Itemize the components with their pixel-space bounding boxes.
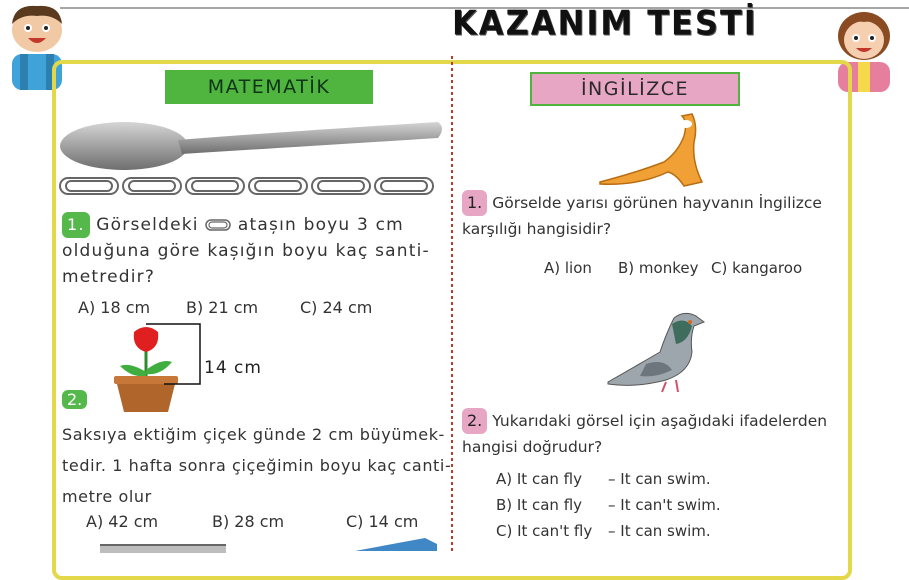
- pigeon-icon: [606, 308, 706, 394]
- english-q2-text: Yukarıdaki görsel için aşağıdaki ifadelerden: [492, 412, 828, 430]
- math-q2-option-b[interactable]: B) 28 cm: [212, 512, 285, 531]
- math-q1-text: olduğuna göre kașığın boyu kaç santi-: [62, 241, 430, 261]
- english-q1-option-c[interactable]: C) kangaroo: [711, 259, 803, 277]
- english-q2-option-b-rest: – It can't swim.: [608, 496, 721, 514]
- math-q1: [62, 212, 430, 290]
- english-q2-option-c[interactable]: C) It can't fly: [496, 522, 593, 540]
- math-q1-option-a[interactable]: A) 18 cm: [78, 298, 151, 317]
- english-q1: [462, 190, 822, 242]
- english-q1-option-a[interactable]: A) lion: [544, 259, 592, 277]
- english-q2-text: hangisi doğrudur?: [462, 438, 603, 456]
- partial-image: [100, 544, 226, 553]
- english-q2: [462, 408, 827, 460]
- english-q2-option-c-rest: – It can swim.: [608, 522, 711, 540]
- kangaroo-icon: [598, 112, 712, 190]
- page-title: KAZANIM TESTİ: [452, 3, 758, 43]
- math-q2-text: Saksıya ektiğim çiçek günde 2 cm büyümek-: [62, 425, 445, 444]
- english-q1-option-b[interactable]: B) monkey: [618, 259, 699, 277]
- math-heading-label: MATEMATİK: [207, 76, 331, 98]
- paper-clip-icon: [205, 219, 231, 231]
- math-q2-option-c[interactable]: C) 14 cm: [346, 512, 419, 531]
- math-q1-text: atașın boyu 3 cm: [237, 215, 404, 235]
- math-q1-option-b[interactable]: B) 21 cm: [186, 298, 259, 317]
- spoon-icon: [58, 118, 448, 174]
- math-q1-text: Görseldeki: [96, 215, 199, 235]
- english-q1-number: 1.: [462, 190, 487, 216]
- math-heading: [165, 70, 373, 104]
- math-q2-number-wrap: [62, 390, 87, 409]
- english-q1-text: Görselde yarısı görünen hayvanın İngilizce: [492, 194, 822, 212]
- math-q2: [62, 419, 451, 512]
- english-q1-text: karşılığı hangisidir?: [462, 220, 612, 238]
- paper-clips-row: [58, 176, 443, 196]
- math-q2-text: metre olur: [62, 487, 152, 506]
- english-q2-option-b[interactable]: B) It can fly: [496, 496, 583, 514]
- flower-height-label: 14 cm: [204, 358, 262, 378]
- english-heading: [530, 72, 740, 106]
- english-q2-option-a[interactable]: A) It can fly: [496, 470, 582, 488]
- english-q2-option-a-rest: – It can swim.: [608, 470, 711, 488]
- flower-pot-icon: [110, 322, 210, 414]
- partial-book-icon: [355, 536, 437, 551]
- english-q2-number: 2.: [462, 408, 487, 434]
- english-heading-label: İNGİLİZCE: [580, 78, 690, 100]
- math-q2-text: tedir. 1 hafta sonra çiçeğimin boyu kaç canti-: [62, 456, 452, 475]
- math-q1-option-c[interactable]: C) 24 cm: [300, 298, 373, 317]
- math-q1-text: metredir?: [62, 267, 156, 287]
- math-q2-number: 2.: [62, 390, 87, 409]
- math-q2-option-a[interactable]: A) 42 cm: [86, 512, 159, 531]
- math-q1-number: 1.: [62, 212, 90, 238]
